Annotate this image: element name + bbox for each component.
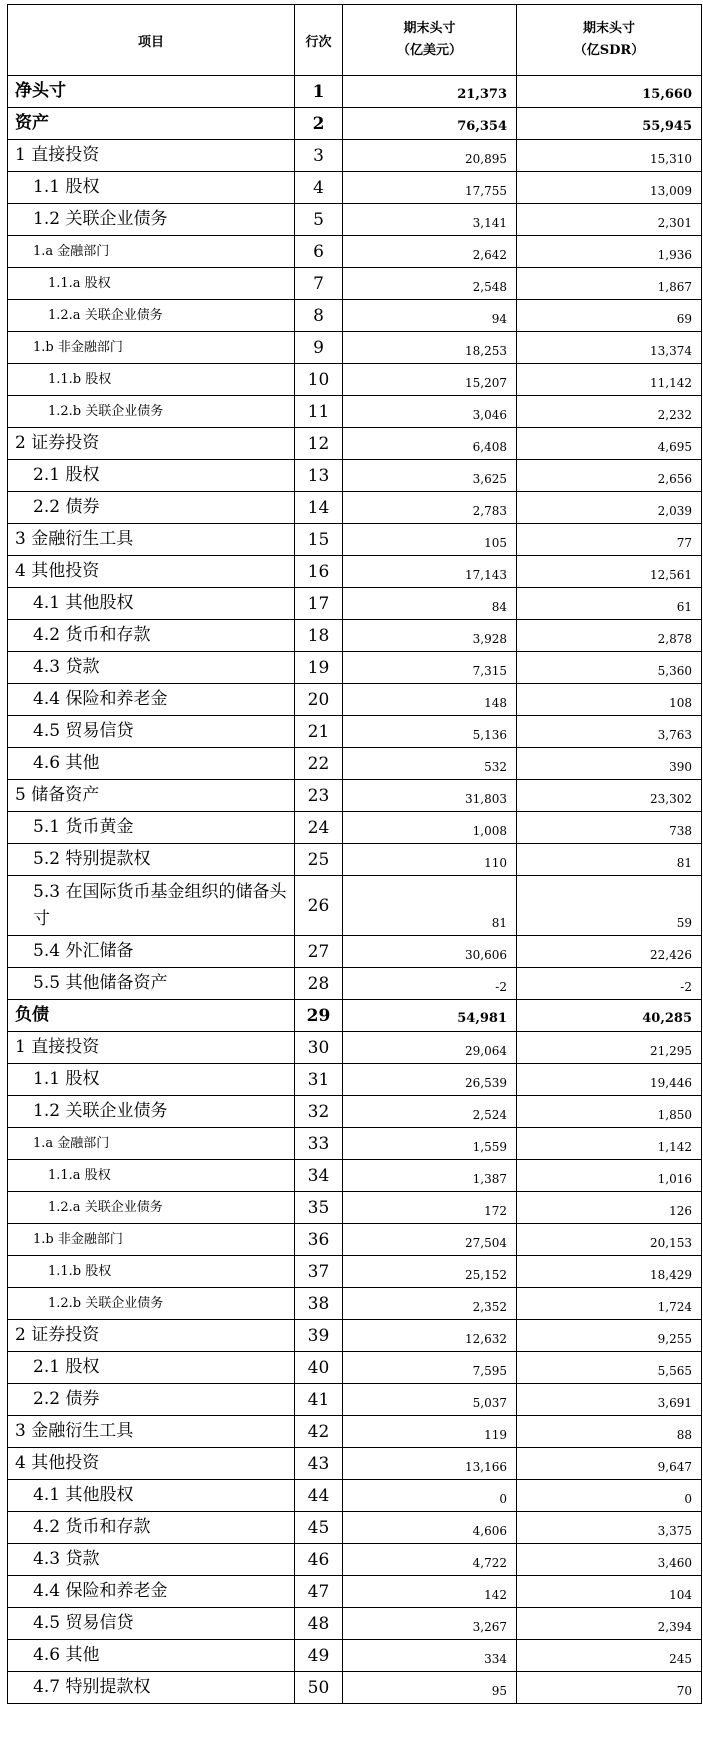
row-number: 20 xyxy=(295,684,343,716)
table-row xyxy=(8,620,702,652)
row-value-sdr: 59 xyxy=(517,876,702,936)
row-item-name: 2.1 股权 xyxy=(8,460,295,492)
row-number: 35 xyxy=(295,1192,343,1224)
row-item-name: 1.a 金融部门 xyxy=(8,1128,295,1160)
table-row xyxy=(8,1608,702,1640)
table-row xyxy=(8,716,702,748)
row-value-sdr: 1,724 xyxy=(517,1288,702,1320)
row-item-name: 1.b 非金融部门 xyxy=(8,1224,295,1256)
table-row xyxy=(8,1352,702,1384)
row-value-usd: 0 xyxy=(343,1480,517,1512)
table-row xyxy=(8,1448,702,1480)
row-value-sdr: 104 xyxy=(517,1576,702,1608)
row-value-usd: 81 xyxy=(343,876,517,936)
row-value-sdr: 61 xyxy=(517,588,702,620)
row-item-name: 5.2 特别提款权 xyxy=(8,844,295,876)
row-value-usd: 18,253 xyxy=(343,332,517,364)
table-row xyxy=(8,1128,702,1160)
table-row xyxy=(8,1224,702,1256)
row-value-usd: 4,606 xyxy=(343,1512,517,1544)
row-number: 39 xyxy=(295,1320,343,1352)
row-value-usd: 84 xyxy=(343,588,517,620)
table-row xyxy=(8,1096,702,1128)
row-value-usd: 26,539 xyxy=(343,1064,517,1096)
row-number: 29 xyxy=(295,1000,343,1032)
row-value-sdr: 5,565 xyxy=(517,1352,702,1384)
table-row xyxy=(8,236,702,268)
row-number: 2 xyxy=(295,108,343,140)
row-value-sdr: 1,936 xyxy=(517,236,702,268)
row-item-name: 资产 xyxy=(8,108,295,140)
table-row xyxy=(8,1416,702,1448)
table-row xyxy=(8,1064,702,1096)
row-value-usd: 5,037 xyxy=(343,1384,517,1416)
row-item-name: 1 直接投资 xyxy=(8,140,295,172)
row-value-sdr: 18,429 xyxy=(517,1256,702,1288)
row-number: 11 xyxy=(295,396,343,428)
row-number: 45 xyxy=(295,1512,343,1544)
row-value-sdr: 738 xyxy=(517,812,702,844)
iip-position-table xyxy=(7,4,702,1704)
row-value-sdr: 20,153 xyxy=(517,1224,702,1256)
row-value-usd: 20,895 xyxy=(343,140,517,172)
row-value-usd: 2,548 xyxy=(343,268,517,300)
table-row xyxy=(8,936,702,968)
row-item-name: 3 金融衍生工具 xyxy=(8,524,295,556)
row-value-sdr: 3,763 xyxy=(517,716,702,748)
row-value-usd: 334 xyxy=(343,1640,517,1672)
table-row xyxy=(8,1160,702,1192)
row-value-usd: 2,783 xyxy=(343,492,517,524)
row-number: 42 xyxy=(295,1416,343,1448)
row-item-name: 4.6 其他 xyxy=(8,748,295,780)
row-value-sdr: 3,460 xyxy=(517,1544,702,1576)
table-row xyxy=(8,204,702,236)
row-value-usd: 3,928 xyxy=(343,620,517,652)
table-row xyxy=(8,652,702,684)
row-value-sdr: 13,374 xyxy=(517,332,702,364)
row-value-sdr: 15,310 xyxy=(517,140,702,172)
row-value-usd: 3,267 xyxy=(343,1608,517,1640)
row-item-name: 2.2 债券 xyxy=(8,1384,295,1416)
row-item-name: 2.1 股权 xyxy=(8,1352,295,1384)
table-row xyxy=(8,1384,702,1416)
row-item-name: 5.4 外汇储备 xyxy=(8,936,295,968)
row-item-name: 5.5 其他储备资产 xyxy=(8,968,295,1000)
row-value-usd: 12,632 xyxy=(343,1320,517,1352)
row-value-sdr: 9,647 xyxy=(517,1448,702,1480)
row-number: 10 xyxy=(295,364,343,396)
table-row xyxy=(8,748,702,780)
row-value-sdr: 2,394 xyxy=(517,1608,702,1640)
row-item-name: 4.4 保险和养老金 xyxy=(8,1576,295,1608)
row-value-usd: 1,387 xyxy=(343,1160,517,1192)
row-value-usd: 142 xyxy=(343,1576,517,1608)
row-item-name: 4.7 特别提款权 xyxy=(8,1672,295,1704)
row-item-name: 负债 xyxy=(8,1000,295,1032)
row-value-sdr: 77 xyxy=(517,524,702,556)
row-value-sdr: 2,656 xyxy=(517,460,702,492)
row-value-usd: 7,595 xyxy=(343,1352,517,1384)
row-value-sdr: 69 xyxy=(517,300,702,332)
row-value-usd: 3,625 xyxy=(343,460,517,492)
row-number: 9 xyxy=(295,332,343,364)
row-number: 8 xyxy=(295,300,343,332)
row-number: 50 xyxy=(295,1672,343,1704)
row-value-sdr: 3,375 xyxy=(517,1512,702,1544)
row-number: 19 xyxy=(295,652,343,684)
row-item-name: 1.2.b 关联企业债务 xyxy=(8,1288,295,1320)
row-item-name: 1.1 股权 xyxy=(8,1064,295,1096)
row-value-usd: 110 xyxy=(343,844,517,876)
row-value-usd: 17,143 xyxy=(343,556,517,588)
table-header-row xyxy=(8,5,702,76)
row-number: 49 xyxy=(295,1640,343,1672)
row-number: 22 xyxy=(295,748,343,780)
row-value-usd: 29,064 xyxy=(343,1032,517,1064)
row-value-sdr: 2,232 xyxy=(517,396,702,428)
row-number: 17 xyxy=(295,588,343,620)
table-row xyxy=(8,108,702,140)
row-item-name: 1.1.b 股权 xyxy=(8,1256,295,1288)
row-number: 32 xyxy=(295,1096,343,1128)
row-number: 7 xyxy=(295,268,343,300)
table-row xyxy=(8,428,702,460)
table-row xyxy=(8,1192,702,1224)
row-item-name: 1.2.a 关联企业债务 xyxy=(8,300,295,332)
row-value-sdr: 1,850 xyxy=(517,1096,702,1128)
row-item-name: 2 证券投资 xyxy=(8,1320,295,1352)
table-row xyxy=(8,1032,702,1064)
header-sdr-line2: （亿SDR） xyxy=(573,43,645,58)
row-value-usd: 94 xyxy=(343,300,517,332)
row-number: 47 xyxy=(295,1576,343,1608)
row-value-usd: 1,008 xyxy=(343,812,517,844)
row-number: 3 xyxy=(295,140,343,172)
table-row xyxy=(8,1512,702,1544)
row-item-name: 4.1 其他股权 xyxy=(8,588,295,620)
row-value-sdr: 81 xyxy=(517,844,702,876)
row-value-usd: 4,722 xyxy=(343,1544,517,1576)
row-value-sdr: 4,695 xyxy=(517,428,702,460)
row-value-sdr: 11,142 xyxy=(517,364,702,396)
row-item-name: 5.3 在国际货币基金组织的储备头寸 xyxy=(8,876,295,936)
header-usd xyxy=(343,5,517,76)
row-number: 4 xyxy=(295,172,343,204)
row-item-name: 3 金融衍生工具 xyxy=(8,1416,295,1448)
row-number: 12 xyxy=(295,428,343,460)
row-item-name: 1.2 关联企业债务 xyxy=(8,1096,295,1128)
table-row xyxy=(8,812,702,844)
row-item-name: 1.a 金融部门 xyxy=(8,236,295,268)
row-item-name: 4.2 货币和存款 xyxy=(8,1512,295,1544)
row-value-sdr: 12,561 xyxy=(517,556,702,588)
row-number: 24 xyxy=(295,812,343,844)
row-item-name: 4.5 贸易信贷 xyxy=(8,1608,295,1640)
table-row xyxy=(8,332,702,364)
table-row xyxy=(8,1480,702,1512)
row-number: 23 xyxy=(295,780,343,812)
row-value-usd: 2,642 xyxy=(343,236,517,268)
row-number: 37 xyxy=(295,1256,343,1288)
row-value-sdr: 13,009 xyxy=(517,172,702,204)
table-row xyxy=(8,588,702,620)
table-row xyxy=(8,268,702,300)
table-row xyxy=(8,1320,702,1352)
row-number: 26 xyxy=(295,876,343,936)
row-value-sdr: 5,360 xyxy=(517,652,702,684)
row-value-usd: 25,152 xyxy=(343,1256,517,1288)
header-usd-line1: 期末头寸 xyxy=(403,21,456,36)
table-row xyxy=(8,76,702,108)
row-value-usd: 13,166 xyxy=(343,1448,517,1480)
row-number: 43 xyxy=(295,1448,343,1480)
row-number: 36 xyxy=(295,1224,343,1256)
table-row xyxy=(8,1000,702,1032)
table-row xyxy=(8,684,702,716)
row-number: 16 xyxy=(295,556,343,588)
table-row xyxy=(8,1640,702,1672)
row-value-usd: 27,504 xyxy=(343,1224,517,1256)
row-item-name: 5.1 货币黄金 xyxy=(8,812,295,844)
header-sdr xyxy=(517,5,702,76)
row-value-usd: -2 xyxy=(343,968,517,1000)
table-row xyxy=(8,364,702,396)
row-item-name: 1 直接投资 xyxy=(8,1032,295,1064)
row-value-sdr: 9,255 xyxy=(517,1320,702,1352)
row-value-usd: 6,408 xyxy=(343,428,517,460)
row-value-sdr: 55,945 xyxy=(517,108,702,140)
row-value-usd: 15,207 xyxy=(343,364,517,396)
table-row xyxy=(8,1288,702,1320)
table-row xyxy=(8,844,702,876)
header-sdr-line1: 期末头寸 xyxy=(582,21,635,36)
row-number: 14 xyxy=(295,492,343,524)
row-item-name: 4.2 货币和存款 xyxy=(8,620,295,652)
row-value-sdr: 2,878 xyxy=(517,620,702,652)
row-item-name: 5 储备资产 xyxy=(8,780,295,812)
row-value-sdr: 1,867 xyxy=(517,268,702,300)
row-item-name: 1.1.a 股权 xyxy=(8,1160,295,1192)
row-number: 28 xyxy=(295,968,343,1000)
row-value-sdr: 22,426 xyxy=(517,936,702,968)
row-value-sdr: 70 xyxy=(517,1672,702,1704)
table-row xyxy=(8,140,702,172)
row-item-name: 1.2.a 关联企业债务 xyxy=(8,1192,295,1224)
row-item-name: 2 证券投资 xyxy=(8,428,295,460)
row-item-name: 4.3 贷款 xyxy=(8,1544,295,1576)
table-row xyxy=(8,1672,702,1704)
row-value-usd: 105 xyxy=(343,524,517,556)
row-item-name: 4.1 其他股权 xyxy=(8,1480,295,1512)
table-row xyxy=(8,1576,702,1608)
row-item-name: 4 其他投资 xyxy=(8,1448,295,1480)
row-item-name: 2.2 债券 xyxy=(8,492,295,524)
row-value-usd: 119 xyxy=(343,1416,517,1448)
row-number: 34 xyxy=(295,1160,343,1192)
row-value-sdr: 108 xyxy=(517,684,702,716)
row-number: 46 xyxy=(295,1544,343,1576)
row-number: 25 xyxy=(295,844,343,876)
row-item-name: 1.2 关联企业债务 xyxy=(8,204,295,236)
row-number: 31 xyxy=(295,1064,343,1096)
table-row xyxy=(8,1256,702,1288)
row-value-usd: 532 xyxy=(343,748,517,780)
row-value-usd: 2,352 xyxy=(343,1288,517,1320)
row-number: 44 xyxy=(295,1480,343,1512)
row-value-usd: 2,524 xyxy=(343,1096,517,1128)
header-row-no: 行次 xyxy=(295,5,343,76)
row-item-name: 1.1 股权 xyxy=(8,172,295,204)
row-value-sdr: 245 xyxy=(517,1640,702,1672)
table-row xyxy=(8,172,702,204)
table-row xyxy=(8,1544,702,1576)
table-row xyxy=(8,460,702,492)
row-value-usd: 76,354 xyxy=(343,108,517,140)
row-number: 18 xyxy=(295,620,343,652)
row-number: 30 xyxy=(295,1032,343,1064)
row-item-name: 1.2.b 关联企业债务 xyxy=(8,396,295,428)
table-row xyxy=(8,780,702,812)
row-number: 41 xyxy=(295,1384,343,1416)
row-value-sdr: 15,660 xyxy=(517,76,702,108)
row-number: 21 xyxy=(295,716,343,748)
row-value-sdr: 126 xyxy=(517,1192,702,1224)
row-value-sdr: -2 xyxy=(517,968,702,1000)
row-item-name: 4.4 保险和养老金 xyxy=(8,684,295,716)
row-value-sdr: 390 xyxy=(517,748,702,780)
row-number: 13 xyxy=(295,460,343,492)
row-item-name: 净头寸 xyxy=(8,76,295,108)
row-item-name: 1.b 非金融部门 xyxy=(8,332,295,364)
row-value-usd: 1,559 xyxy=(343,1128,517,1160)
row-value-usd: 7,315 xyxy=(343,652,517,684)
row-value-usd: 21,373 xyxy=(343,76,517,108)
row-value-sdr: 2,301 xyxy=(517,204,702,236)
row-number: 5 xyxy=(295,204,343,236)
header-usd-line2: （亿美元） xyxy=(396,43,462,58)
table-row xyxy=(8,524,702,556)
row-value-sdr: 2,039 xyxy=(517,492,702,524)
row-number: 1 xyxy=(295,76,343,108)
row-value-sdr: 1,016 xyxy=(517,1160,702,1192)
row-value-usd: 172 xyxy=(343,1192,517,1224)
row-number: 33 xyxy=(295,1128,343,1160)
row-value-sdr: 40,285 xyxy=(517,1000,702,1032)
row-number: 15 xyxy=(295,524,343,556)
row-value-sdr: 21,295 xyxy=(517,1032,702,1064)
row-value-usd: 3,046 xyxy=(343,396,517,428)
table-row xyxy=(8,396,702,428)
table-body xyxy=(8,76,702,1704)
table-row xyxy=(8,968,702,1000)
row-value-usd: 95 xyxy=(343,1672,517,1704)
row-value-sdr: 3,691 xyxy=(517,1384,702,1416)
row-value-usd: 5,136 xyxy=(343,716,517,748)
row-value-usd: 31,803 xyxy=(343,780,517,812)
row-item-name: 4 其他投资 xyxy=(8,556,295,588)
row-value-usd: 30,606 xyxy=(343,936,517,968)
row-value-sdr: 19,446 xyxy=(517,1064,702,1096)
row-value-sdr: 0 xyxy=(517,1480,702,1512)
row-number: 27 xyxy=(295,936,343,968)
row-value-sdr: 88 xyxy=(517,1416,702,1448)
table-row xyxy=(8,300,702,332)
row-number: 38 xyxy=(295,1288,343,1320)
row-value-sdr: 1,142 xyxy=(517,1128,702,1160)
iip-table-container xyxy=(7,4,701,1704)
row-value-sdr: 23,302 xyxy=(517,780,702,812)
row-item-name: 4.3 贷款 xyxy=(8,652,295,684)
row-item-name: 1.1.b 股权 xyxy=(8,364,295,396)
row-item-name: 4.6 其他 xyxy=(8,1640,295,1672)
row-value-usd: 3,141 xyxy=(343,204,517,236)
table-row xyxy=(8,876,702,936)
header-item: 项目 xyxy=(8,5,295,76)
row-item-name: 1.1.a 股权 xyxy=(8,268,295,300)
row-value-usd: 17,755 xyxy=(343,172,517,204)
row-value-usd: 148 xyxy=(343,684,517,716)
table-row xyxy=(8,492,702,524)
row-value-usd: 54,981 xyxy=(343,1000,517,1032)
row-number: 48 xyxy=(295,1608,343,1640)
row-number: 40 xyxy=(295,1352,343,1384)
table-row xyxy=(8,556,702,588)
row-number: 6 xyxy=(295,236,343,268)
row-item-name: 4.5 贸易信贷 xyxy=(8,716,295,748)
